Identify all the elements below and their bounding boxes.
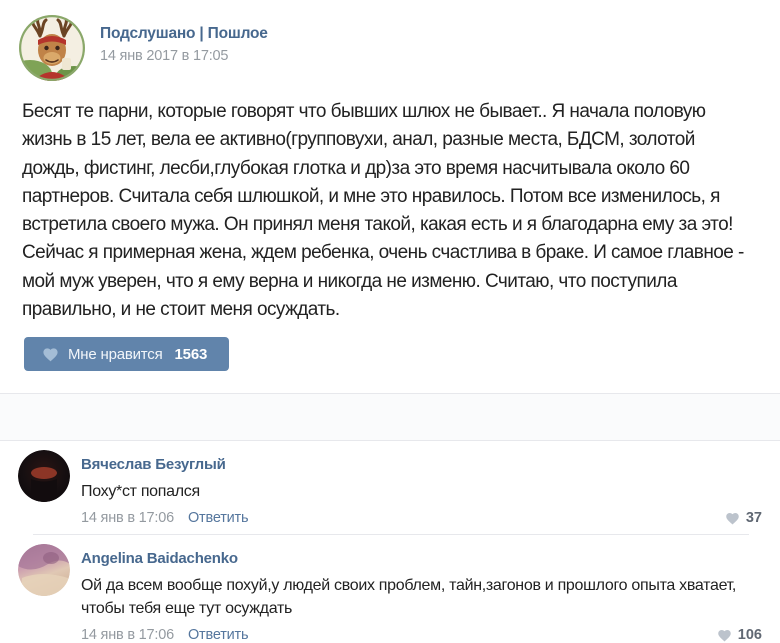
comment-text: Ой да всем вообще похуй,у людей своих проблем, тайн,загонов и прошлого опыта хватает, чтобы тебя еще тут осуждать xyxy=(81,577,737,618)
post-header-meta xyxy=(100,14,268,64)
comment-like-count: 37 xyxy=(745,510,762,527)
like-button[interactable] xyxy=(24,337,229,371)
post-header xyxy=(0,0,780,82)
comment-date: 14 янв в 17:06 xyxy=(81,510,174,527)
comment-body xyxy=(81,450,764,526)
heart-icon xyxy=(717,628,732,642)
post-date[interactable]: 14 янв 2017 в 17:05 xyxy=(100,48,229,64)
reindeer-avatar-icon xyxy=(18,14,86,82)
comment-item xyxy=(18,441,764,526)
comment-like-count: 106 xyxy=(737,627,762,643)
photo-avatar-icon xyxy=(18,544,70,596)
comment-author-avatar[interactable] xyxy=(18,450,70,502)
comment-author-avatar[interactable] xyxy=(18,544,70,596)
comment-body xyxy=(81,544,764,643)
like-button-label: Мне нравится xyxy=(68,345,163,363)
reply-link[interactable]: Ответить xyxy=(187,627,249,643)
heart-icon xyxy=(725,511,740,525)
comment-footer xyxy=(81,510,764,526)
comment-like-button[interactable] xyxy=(717,627,764,643)
comment-item xyxy=(18,535,764,643)
comments-header-band xyxy=(0,393,780,441)
group-name-link[interactable]: Подслушано | Пошлое xyxy=(100,25,268,42)
like-count: 1563 xyxy=(174,345,208,363)
comment-text: Поху*ст попался xyxy=(81,483,200,501)
comment-like-button[interactable] xyxy=(725,510,764,526)
comment-footer xyxy=(81,627,764,643)
comments-section xyxy=(0,441,780,643)
balaclava-avatar-icon xyxy=(18,450,70,502)
post-text: Бесят те парни, которые говорят что бывших шлюх не бывает.. Я начала половую жизнь в 15 лет, вела ее активно(групповухи, анал, разные места, БДСМ, золотой дождь, фистинг, лесби,глубокая глотка и др)за это время насчитывала около 60 партнеров. Считала себя шлюшкой, и мне это нравилось. Потом все изменилось, я встретила своего мужа. Он принял меня такой, какая есть и я благодарна ему за это! Сейчас я примерная жена, ждем ребенка, очень счастлива в браке. И самое главное - мой муж уверен, что я ему верна и никогда не изменю. Считаю, что поступила правильно, и не стоит меня осуждать. xyxy=(22,101,744,321)
group-avatar[interactable] xyxy=(18,14,86,82)
comment-author-link[interactable]: Angelina Baidachenko xyxy=(81,550,238,568)
reply-link[interactable]: Ответить xyxy=(187,510,249,527)
comment-date: 14 янв в 17:06 xyxy=(81,627,174,643)
comment-author-link[interactable]: Вячеслав Безуглый xyxy=(81,456,226,474)
heart-icon xyxy=(42,346,59,362)
